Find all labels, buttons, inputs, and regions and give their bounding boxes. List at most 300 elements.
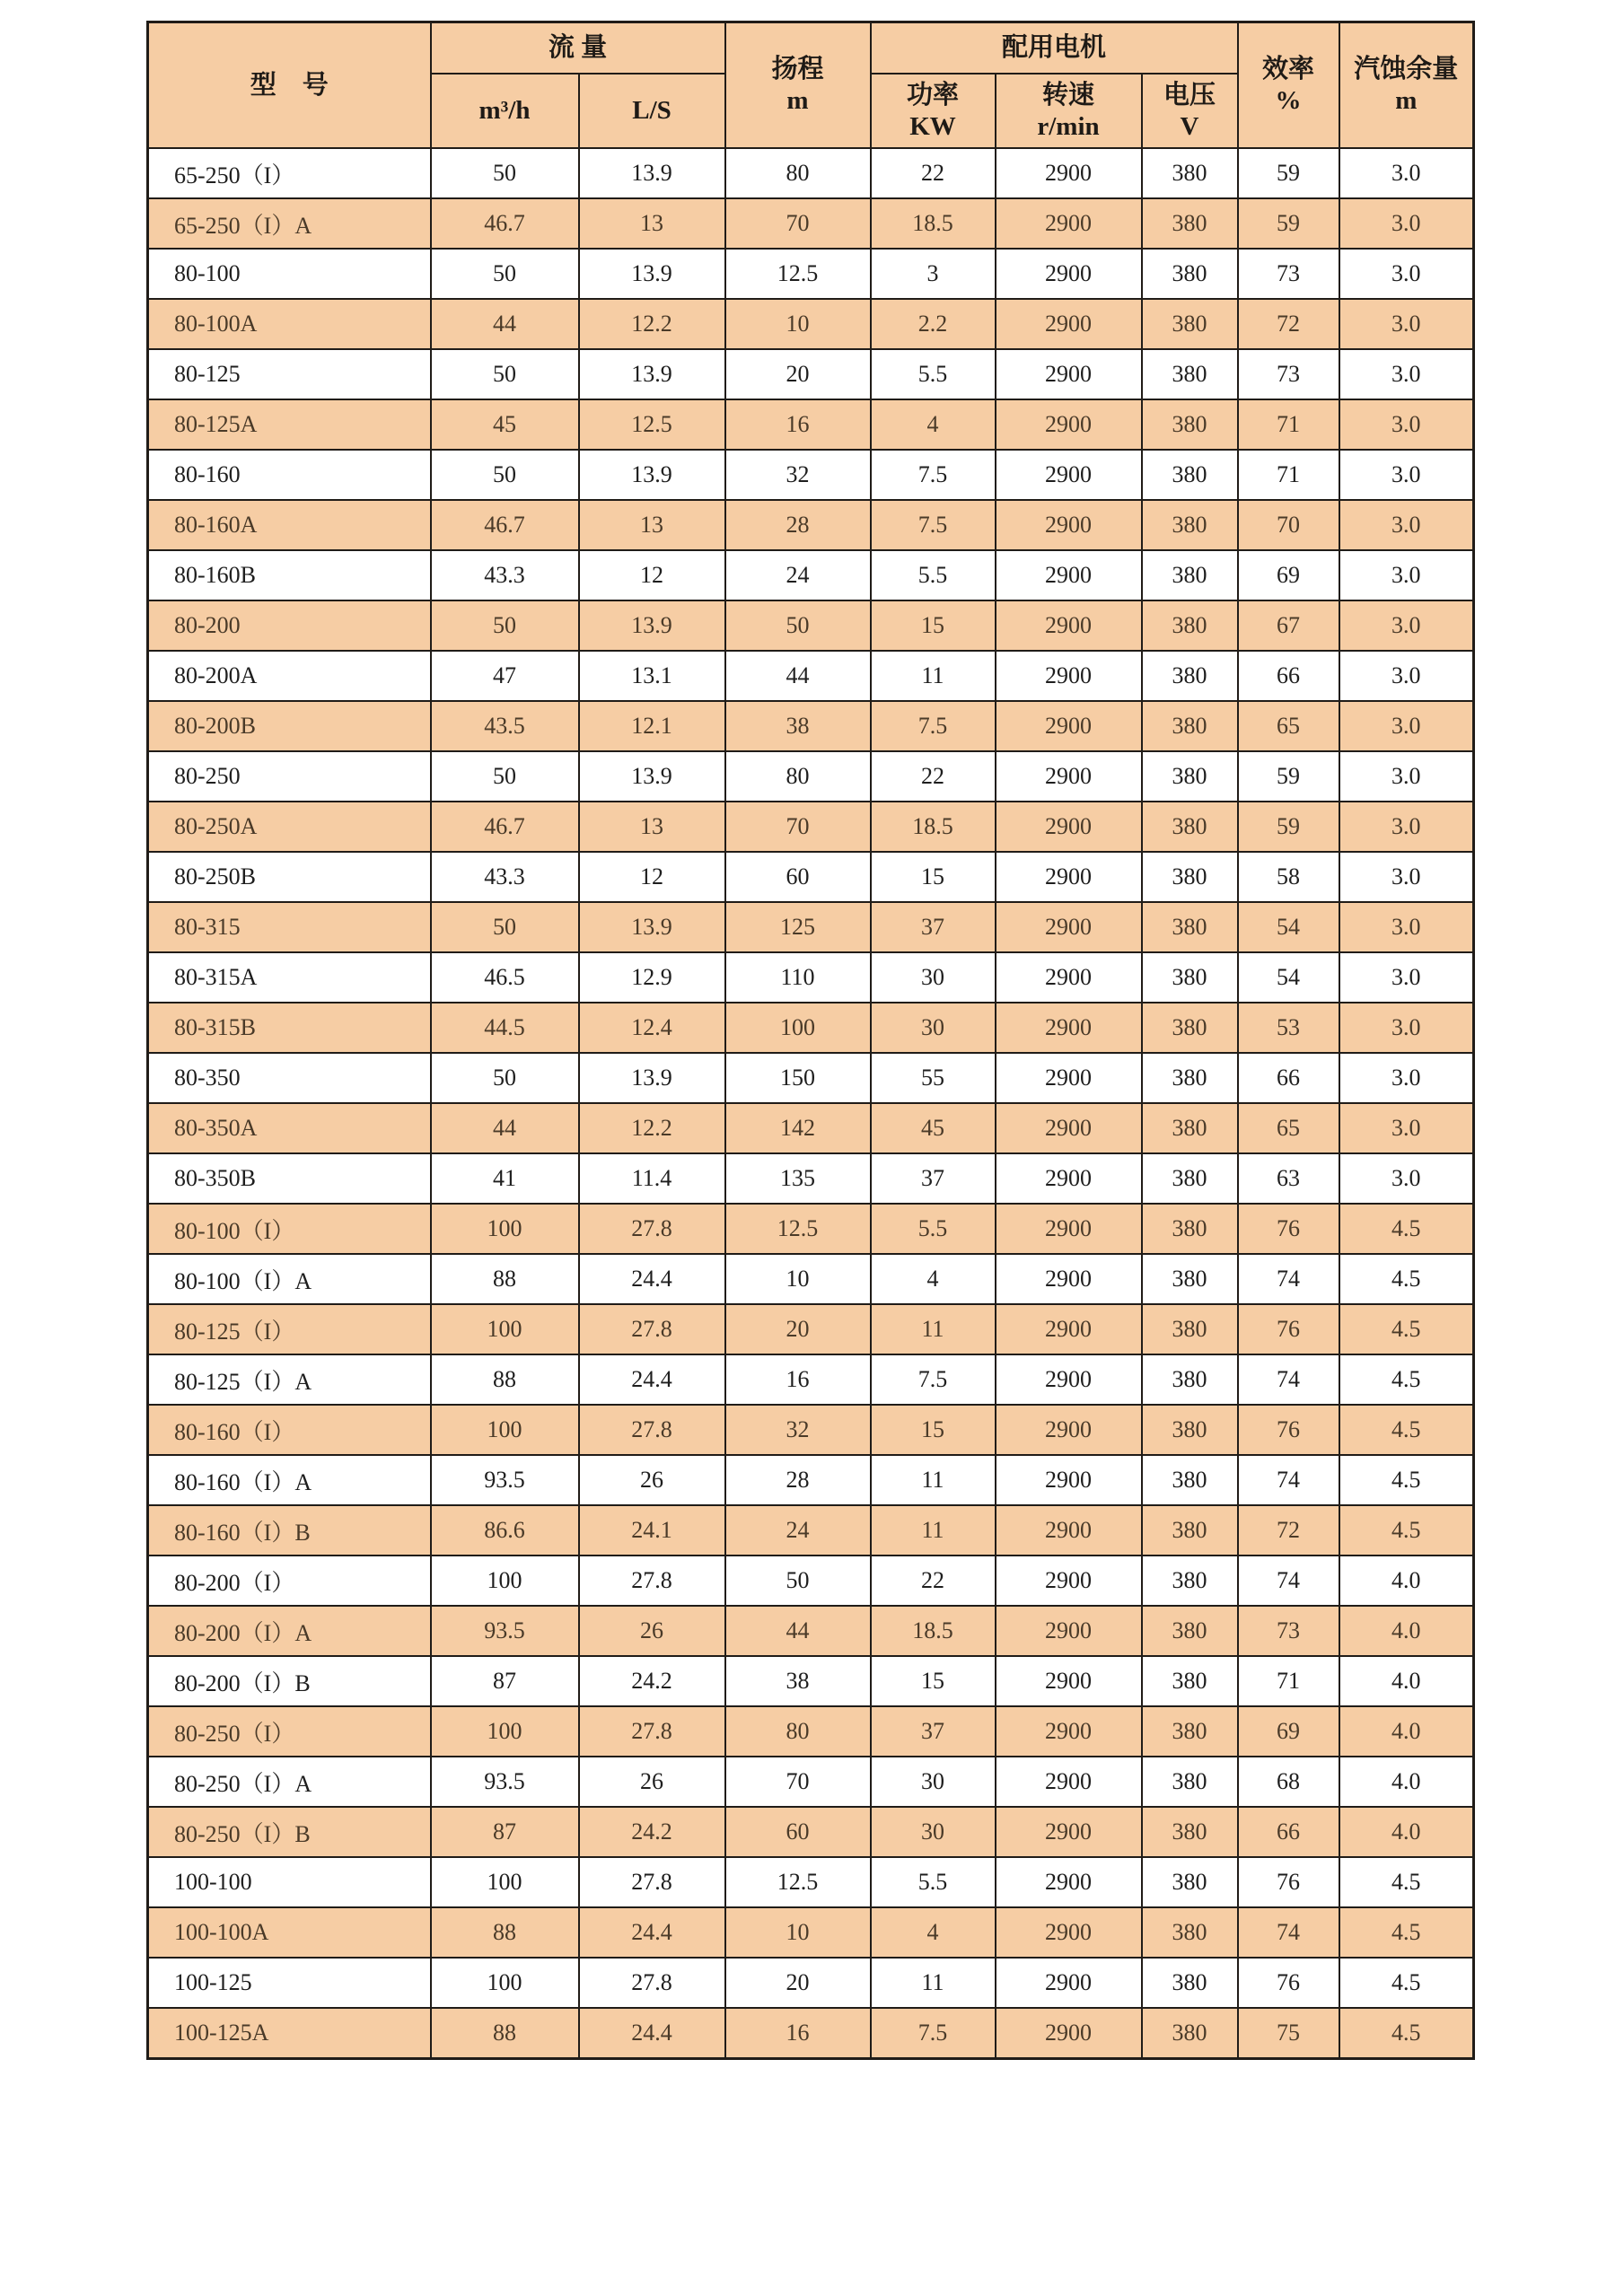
table-row (148, 450, 1474, 500)
cell-power_kw: 4 (871, 1254, 996, 1304)
col-header-flow: 流 量 (431, 22, 725, 74)
cell-speed_rpm: 2900 (996, 600, 1142, 651)
table-row (148, 1153, 1474, 1204)
cell-efficiency_pct: 76 (1238, 1958, 1339, 2008)
cell-head_m: 44 (725, 1606, 871, 1656)
cell-head_m: 80 (725, 751, 871, 802)
cell-model: 80-250（I） (148, 1706, 431, 1757)
cell-model: 80-100A (148, 299, 431, 349)
cell-speed_rpm: 2900 (996, 2008, 1142, 2058)
cell-flow_ls: 12.4 (579, 1003, 725, 1053)
cell-npsh_m: 3.0 (1339, 701, 1474, 751)
cell-efficiency_pct: 76 (1238, 1204, 1339, 1254)
cell-power_kw: 15 (871, 852, 996, 902)
cell-head_m: 12.5 (725, 249, 871, 299)
table-row (148, 1857, 1474, 1907)
cell-model: 80-160A (148, 500, 431, 550)
cell-efficiency_pct: 66 (1238, 1807, 1339, 1857)
cell-power_kw: 11 (871, 1304, 996, 1354)
cell-flow_ls: 26 (579, 1606, 725, 1656)
cell-head_m: 70 (725, 198, 871, 249)
cell-flow_m3h: 44 (431, 1103, 579, 1153)
cell-model: 80-250A (148, 802, 431, 852)
cell-npsh_m: 3.0 (1339, 651, 1474, 701)
cell-head_m: 150 (725, 1053, 871, 1103)
cell-flow_m3h: 88 (431, 1354, 579, 1405)
cell-power_kw: 18.5 (871, 1606, 996, 1656)
cell-head_m: 28 (725, 500, 871, 550)
cell-speed_rpm: 2900 (996, 1254, 1142, 1304)
cell-flow_ls: 24.4 (579, 2008, 725, 2058)
col-header-efficiency-unit: % (1275, 86, 1302, 115)
table-row (148, 651, 1474, 701)
cell-speed_rpm: 2900 (996, 1807, 1142, 1857)
table-row (148, 148, 1474, 198)
cell-model: 80-250B (148, 852, 431, 902)
cell-flow_m3h: 93.5 (431, 1757, 579, 1807)
cell-head_m: 135 (725, 1153, 871, 1204)
cell-power_kw: 4 (871, 399, 996, 450)
cell-speed_rpm: 2900 (996, 1606, 1142, 1656)
cell-efficiency_pct: 53 (1238, 1003, 1339, 1053)
cell-flow_ls: 24.1 (579, 1505, 725, 1555)
cell-efficiency_pct: 69 (1238, 550, 1339, 600)
cell-speed_rpm: 2900 (996, 1958, 1142, 2008)
table-row (148, 299, 1474, 349)
cell-flow_m3h: 46.7 (431, 198, 579, 249)
table-row (148, 198, 1474, 249)
cell-power_kw: 18.5 (871, 802, 996, 852)
table-row (148, 1706, 1474, 1757)
table-row (148, 1958, 1474, 2008)
cell-power_kw: 30 (871, 1757, 996, 1807)
cell-flow_m3h: 50 (431, 751, 579, 802)
cell-flow_ls: 12.5 (579, 399, 725, 450)
cell-flow_m3h: 43.5 (431, 701, 579, 751)
cell-npsh_m: 3.0 (1339, 902, 1474, 952)
cell-npsh_m: 4.5 (1339, 1304, 1474, 1354)
cell-model: 80-315B (148, 1003, 431, 1053)
cell-speed_rpm: 2900 (996, 399, 1142, 450)
cell-voltage_v: 380 (1142, 249, 1238, 299)
cell-head_m: 50 (725, 1555, 871, 1606)
cell-speed_rpm: 2900 (996, 1405, 1142, 1455)
cell-model: 80-200（I）B (148, 1656, 431, 1706)
cell-model: 80-160（I）B (148, 1505, 431, 1555)
cell-power_kw: 22 (871, 148, 996, 198)
cell-model: 80-200 (148, 600, 431, 651)
cell-model: 80-160（I）A (148, 1455, 431, 1505)
cell-voltage_v: 380 (1142, 1606, 1238, 1656)
cell-efficiency_pct: 68 (1238, 1757, 1339, 1807)
cell-efficiency_pct: 65 (1238, 701, 1339, 751)
cell-model: 80-125（I） (148, 1304, 431, 1354)
cell-speed_rpm: 2900 (996, 349, 1142, 399)
cell-model: 100-100A (148, 1907, 431, 1958)
cell-flow_m3h: 87 (431, 1807, 579, 1857)
cell-head_m: 12.5 (725, 1857, 871, 1907)
col-header-npsh (1339, 22, 1474, 149)
table-row (148, 902, 1474, 952)
cell-voltage_v: 380 (1142, 1505, 1238, 1555)
cell-speed_rpm: 2900 (996, 299, 1142, 349)
cell-voltage_v: 380 (1142, 1656, 1238, 1706)
cell-head_m: 24 (725, 1505, 871, 1555)
cell-flow_ls: 26 (579, 1455, 725, 1505)
cell-head_m: 60 (725, 852, 871, 902)
cell-efficiency_pct: 74 (1238, 1254, 1339, 1304)
cell-voltage_v: 380 (1142, 1204, 1238, 1254)
cell-voltage_v: 380 (1142, 349, 1238, 399)
cell-npsh_m: 4.5 (1339, 2008, 1474, 2058)
table-row (148, 852, 1474, 902)
cell-power_kw: 5.5 (871, 1204, 996, 1254)
cell-head_m: 12.5 (725, 1204, 871, 1254)
cell-model: 80-100（I） (148, 1204, 431, 1254)
table-row (148, 2008, 1474, 2058)
cell-speed_rpm: 2900 (996, 751, 1142, 802)
cell-efficiency_pct: 66 (1238, 651, 1339, 701)
col-header-voltage-unit: V (1180, 111, 1199, 141)
cell-head_m: 20 (725, 1958, 871, 2008)
cell-speed_rpm: 2900 (996, 802, 1142, 852)
col-header-power-unit: KW (909, 111, 956, 141)
cell-head_m: 50 (725, 600, 871, 651)
cell-flow_m3h: 50 (431, 249, 579, 299)
cell-head_m: 16 (725, 2008, 871, 2058)
cell-npsh_m: 4.5 (1339, 1857, 1474, 1907)
cell-npsh_m: 4.5 (1339, 1405, 1474, 1455)
cell-flow_ls: 13.9 (579, 600, 725, 651)
cell-flow_ls: 12.2 (579, 1103, 725, 1153)
cell-efficiency_pct: 59 (1238, 198, 1339, 249)
cell-model: 80-350B (148, 1153, 431, 1204)
cell-efficiency_pct: 67 (1238, 600, 1339, 651)
cell-speed_rpm: 2900 (996, 852, 1142, 902)
table-row (148, 1003, 1474, 1053)
cell-flow_m3h: 50 (431, 450, 579, 500)
cell-flow_ls: 13.9 (579, 902, 725, 952)
cell-flow_m3h: 88 (431, 1907, 579, 1958)
cell-voltage_v: 380 (1142, 852, 1238, 902)
cell-efficiency_pct: 75 (1238, 2008, 1339, 2058)
cell-voltage_v: 380 (1142, 1304, 1238, 1354)
cell-efficiency_pct: 76 (1238, 1304, 1339, 1354)
cell-flow_ls: 26 (579, 1757, 725, 1807)
cell-speed_rpm: 2900 (996, 1857, 1142, 1907)
cell-flow_ls: 27.8 (579, 1555, 725, 1606)
cell-npsh_m: 3.0 (1339, 751, 1474, 802)
cell-flow_m3h: 93.5 (431, 1606, 579, 1656)
cell-npsh_m: 3.0 (1339, 1153, 1474, 1204)
cell-efficiency_pct: 74 (1238, 1907, 1339, 1958)
cell-model: 100-125A (148, 2008, 431, 2058)
table-row (148, 1807, 1474, 1857)
cell-flow_m3h: 50 (431, 349, 579, 399)
cell-model: 80-315 (148, 902, 431, 952)
cell-speed_rpm: 2900 (996, 1153, 1142, 1204)
cell-power_kw: 37 (871, 902, 996, 952)
cell-power_kw: 5.5 (871, 1857, 996, 1907)
cell-voltage_v: 380 (1142, 1053, 1238, 1103)
cell-voltage_v: 380 (1142, 600, 1238, 651)
cell-head_m: 70 (725, 1757, 871, 1807)
cell-efficiency_pct: 72 (1238, 1505, 1339, 1555)
cell-efficiency_pct: 74 (1238, 1555, 1339, 1606)
cell-model: 80-200（I）A (148, 1606, 431, 1656)
cell-head_m: 125 (725, 902, 871, 952)
table-row (148, 1555, 1474, 1606)
cell-model: 80-200（I） (148, 1555, 431, 1606)
cell-voltage_v: 380 (1142, 1405, 1238, 1455)
cell-model: 80-125A (148, 399, 431, 450)
pump-spec-table (146, 21, 1475, 2060)
cell-power_kw: 22 (871, 1555, 996, 1606)
cell-npsh_m: 3.0 (1339, 148, 1474, 198)
cell-voltage_v: 380 (1142, 198, 1238, 249)
col-header-npsh-label: 汽蚀余量 (1354, 55, 1459, 84)
cell-power_kw: 5.5 (871, 349, 996, 399)
cell-npsh_m: 4.5 (1339, 1254, 1474, 1304)
cell-power_kw: 30 (871, 1807, 996, 1857)
cell-voltage_v: 380 (1142, 1907, 1238, 1958)
cell-power_kw: 15 (871, 1405, 996, 1455)
cell-voltage_v: 380 (1142, 902, 1238, 952)
cell-flow_ls: 12 (579, 852, 725, 902)
cell-model: 80-250 (148, 751, 431, 802)
table-row (148, 751, 1474, 802)
cell-efficiency_pct: 54 (1238, 902, 1339, 952)
cell-flow_ls: 13.9 (579, 450, 725, 500)
cell-power_kw: 18.5 (871, 198, 996, 249)
cell-flow_m3h: 88 (431, 1254, 579, 1304)
cell-efficiency_pct: 65 (1238, 1103, 1339, 1153)
cell-head_m: 110 (725, 952, 871, 1003)
cell-flow_m3h: 100 (431, 1304, 579, 1354)
cell-npsh_m: 3.0 (1339, 249, 1474, 299)
cell-head_m: 10 (725, 1907, 871, 1958)
cell-power_kw: 15 (871, 1656, 996, 1706)
cell-flow_m3h: 43.3 (431, 550, 579, 600)
cell-flow_m3h: 93.5 (431, 1455, 579, 1505)
cell-voltage_v: 380 (1142, 1857, 1238, 1907)
cell-efficiency_pct: 71 (1238, 450, 1339, 500)
cell-flow_ls: 27.8 (579, 1706, 725, 1757)
cell-speed_rpm: 2900 (996, 1757, 1142, 1807)
cell-speed_rpm: 2900 (996, 1706, 1142, 1757)
cell-speed_rpm: 2900 (996, 1656, 1142, 1706)
cell-voltage_v: 380 (1142, 2008, 1238, 2058)
cell-voltage_v: 380 (1142, 299, 1238, 349)
cell-speed_rpm: 2900 (996, 1053, 1142, 1103)
col-header-flow-ls: L/S (579, 74, 725, 148)
cell-npsh_m: 4.5 (1339, 1907, 1474, 1958)
cell-power_kw: 2.2 (871, 299, 996, 349)
cell-efficiency_pct: 73 (1238, 349, 1339, 399)
cell-voltage_v: 380 (1142, 450, 1238, 500)
cell-flow_ls: 13.9 (579, 751, 725, 802)
cell-power_kw: 11 (871, 1505, 996, 1555)
table-row (148, 1606, 1474, 1656)
cell-model: 80-160（I） (148, 1405, 431, 1455)
cell-head_m: 100 (725, 1003, 871, 1053)
cell-flow_ls: 13 (579, 500, 725, 550)
cell-head_m: 16 (725, 399, 871, 450)
cell-voltage_v: 380 (1142, 802, 1238, 852)
col-header-flow-m3h: m³/h (431, 74, 579, 148)
cell-npsh_m: 3.0 (1339, 198, 1474, 249)
cell-model: 65-250（I） (148, 148, 431, 198)
cell-efficiency_pct: 59 (1238, 802, 1339, 852)
cell-power_kw: 30 (871, 1003, 996, 1053)
col-header-voltage (1142, 74, 1238, 148)
cell-power_kw: 15 (871, 600, 996, 651)
cell-head_m: 80 (725, 148, 871, 198)
col-header-voltage-label: 电压 (1163, 80, 1216, 110)
cell-npsh_m: 3.0 (1339, 399, 1474, 450)
col-header-npsh-unit: m (1395, 86, 1418, 115)
cell-flow_m3h: 88 (431, 2008, 579, 2058)
cell-power_kw: 5.5 (871, 550, 996, 600)
cell-head_m: 24 (725, 550, 871, 600)
cell-flow_ls: 13.1 (579, 651, 725, 701)
cell-voltage_v: 380 (1142, 1757, 1238, 1807)
cell-flow_m3h: 50 (431, 600, 579, 651)
cell-head_m: 32 (725, 1405, 871, 1455)
cell-head_m: 10 (725, 299, 871, 349)
cell-flow_ls: 24.4 (579, 1907, 725, 1958)
cell-speed_rpm: 2900 (996, 1204, 1142, 1254)
cell-voltage_v: 380 (1142, 952, 1238, 1003)
cell-voltage_v: 380 (1142, 1958, 1238, 2008)
cell-efficiency_pct: 71 (1238, 1656, 1339, 1706)
cell-npsh_m: 3.0 (1339, 852, 1474, 902)
cell-flow_m3h: 43.3 (431, 852, 579, 902)
cell-power_kw: 7.5 (871, 500, 996, 550)
cell-npsh_m: 3.0 (1339, 952, 1474, 1003)
cell-flow_ls: 13.9 (579, 349, 725, 399)
cell-flow_m3h: 41 (431, 1153, 579, 1204)
cell-npsh_m: 3.0 (1339, 550, 1474, 600)
cell-flow_ls: 24.4 (579, 1354, 725, 1405)
cell-head_m: 38 (725, 1656, 871, 1706)
cell-npsh_m: 4.0 (1339, 1757, 1474, 1807)
cell-npsh_m: 3.0 (1339, 299, 1474, 349)
cell-flow_ls: 13.9 (579, 1053, 725, 1103)
cell-flow_ls: 13.9 (579, 249, 725, 299)
cell-speed_rpm: 2900 (996, 450, 1142, 500)
col-header-efficiency-label: 效率 (1262, 55, 1315, 84)
cell-flow_m3h: 50 (431, 902, 579, 952)
cell-head_m: 10 (725, 1254, 871, 1304)
cell-speed_rpm: 2900 (996, 1907, 1142, 1958)
cell-flow_m3h: 50 (431, 1053, 579, 1103)
cell-flow_ls: 13 (579, 802, 725, 852)
cell-voltage_v: 380 (1142, 701, 1238, 751)
cell-efficiency_pct: 59 (1238, 751, 1339, 802)
cell-efficiency_pct: 76 (1238, 1857, 1339, 1907)
cell-power_kw: 7.5 (871, 450, 996, 500)
cell-flow_m3h: 100 (431, 1857, 579, 1907)
cell-npsh_m: 3.0 (1339, 349, 1474, 399)
cell-model: 100-125 (148, 1958, 431, 2008)
cell-power_kw: 30 (871, 952, 996, 1003)
table-row (148, 1304, 1474, 1354)
cell-flow_ls: 27.8 (579, 1304, 725, 1354)
cell-flow_ls: 24.2 (579, 1656, 725, 1706)
cell-npsh_m: 3.0 (1339, 450, 1474, 500)
table-row (148, 349, 1474, 399)
table-row (148, 952, 1474, 1003)
table-row (148, 500, 1474, 550)
cell-efficiency_pct: 76 (1238, 1405, 1339, 1455)
cell-model: 100-100 (148, 1857, 431, 1907)
cell-speed_rpm: 2900 (996, 1455, 1142, 1505)
cell-power_kw: 7.5 (871, 1354, 996, 1405)
cell-head_m: 142 (725, 1103, 871, 1153)
table-row (148, 600, 1474, 651)
cell-npsh_m: 4.5 (1339, 1204, 1474, 1254)
cell-flow_m3h: 100 (431, 1706, 579, 1757)
cell-efficiency_pct: 74 (1238, 1354, 1339, 1405)
table-row (148, 1405, 1474, 1455)
table-row (148, 802, 1474, 852)
cell-model: 80-125 (148, 349, 431, 399)
cell-power_kw: 7.5 (871, 701, 996, 751)
cell-power_kw: 7.5 (871, 2008, 996, 2058)
cell-efficiency_pct: 72 (1238, 299, 1339, 349)
cell-flow_m3h: 46.7 (431, 500, 579, 550)
cell-efficiency_pct: 70 (1238, 500, 1339, 550)
table-row (148, 249, 1474, 299)
cell-speed_rpm: 2900 (996, 148, 1142, 198)
table-body (148, 148, 1474, 2058)
table-row (148, 1505, 1474, 1555)
cell-flow_m3h: 47 (431, 651, 579, 701)
cell-flow_m3h: 46.7 (431, 802, 579, 852)
cell-power_kw: 3 (871, 249, 996, 299)
cell-efficiency_pct: 59 (1238, 148, 1339, 198)
cell-head_m: 16 (725, 1354, 871, 1405)
cell-flow_m3h: 45 (431, 399, 579, 450)
cell-efficiency_pct: 73 (1238, 1606, 1339, 1656)
cell-model: 80-125（I）A (148, 1354, 431, 1405)
table-row (148, 1053, 1474, 1103)
cell-flow_ls: 24.4 (579, 1254, 725, 1304)
cell-head_m: 28 (725, 1455, 871, 1505)
cell-model: 65-250（I）A (148, 198, 431, 249)
cell-model: 80-100（I）A (148, 1254, 431, 1304)
cell-efficiency_pct: 54 (1238, 952, 1339, 1003)
cell-flow_m3h: 87 (431, 1656, 579, 1706)
cell-speed_rpm: 2900 (996, 1505, 1142, 1555)
cell-flow_m3h: 100 (431, 1405, 579, 1455)
cell-npsh_m: 4.0 (1339, 1807, 1474, 1857)
cell-npsh_m: 3.0 (1339, 500, 1474, 550)
table-row (148, 701, 1474, 751)
cell-flow_ls: 27.8 (579, 1857, 725, 1907)
header-row-1 (148, 22, 1474, 74)
cell-head_m: 80 (725, 1706, 871, 1757)
cell-head_m: 20 (725, 1304, 871, 1354)
cell-flow_ls: 27.8 (579, 1405, 725, 1455)
cell-npsh_m: 4.5 (1339, 1958, 1474, 2008)
cell-flow_m3h: 50 (431, 148, 579, 198)
cell-power_kw: 4 (871, 1907, 996, 1958)
cell-flow_ls: 12.2 (579, 299, 725, 349)
cell-voltage_v: 380 (1142, 651, 1238, 701)
cell-model: 80-250（I）A (148, 1757, 431, 1807)
